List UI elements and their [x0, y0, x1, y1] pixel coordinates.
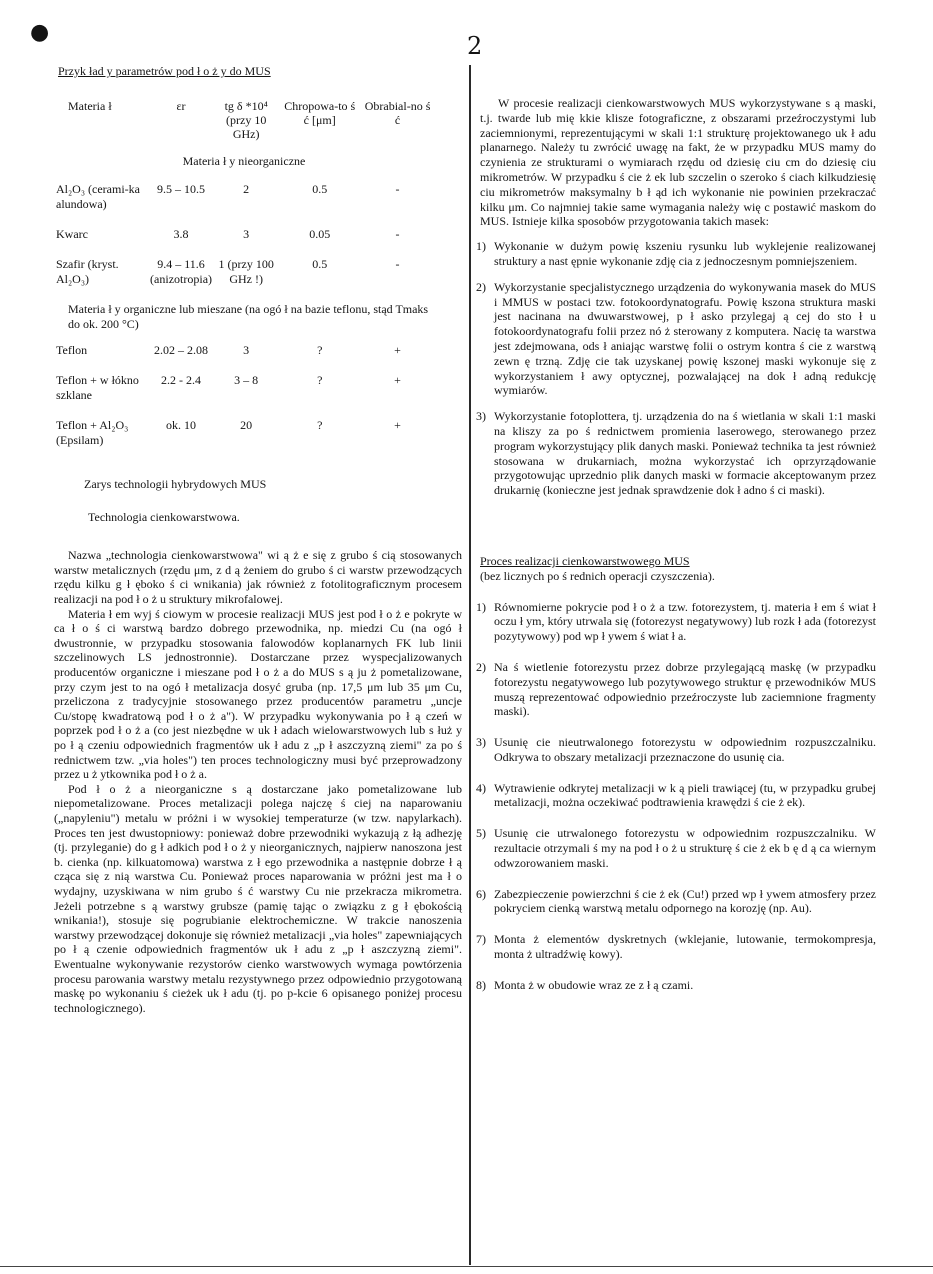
intro-paragraph: W procesie realizacji cienkowarstwowych MUS wykorzystywane s ą maski, t.j. twarde lub mię kkie klisze fotograficzne, z obszarami przeźroczystymi lub zaciemnionymi, reprezentującymi w skali 1:1 strukturę projektowanego uk ł adu planarnego. Należy tu zwrócić uwagę na fakt, że w przypadku MUS mamy do czynienia ze strukturami o wymiarach rzędu od dziesię ciu cm do dziesię ciu mikrometrów. W przypadku ś cie ż ek lub szczelin o szeroko ś ciach kilkudziesię ciu mikrometrów maksymalny b ł ąd ich wykonanie nie powinien przekraczać kilku μm. Co najmniej takie same wymagania należy wię c postawić maskom do MUS. Istnieje kilka sposobów przygotowania takich masek: — [480, 96, 876, 229]
list-item — [476, 409, 876, 498]
cell-roughness: 0.5 — [312, 182, 328, 197]
cell-material: Teflon + Al₂O₃ (Epsilam) — [56, 418, 129, 447]
paragraph: Nazwa „technologia cienkowarstwowa" wi ą ż e się z grubo ś cią stosowanych warstw metalicznych (rzędu μm, z d ą żeniem do grubo ś ci warstw przewodzących rzędu kilku g ł ęboko ś ci wnikania) jak również z fotolitograficznym procesem realizacji na pod ł o ż u struktury mikrofalowej. — [54, 548, 462, 607]
item-text: Monta ż elementów dyskretnych (wklejanie, lutowanie, termokompresja, monta ż ultradźwię kowy). — [494, 932, 876, 962]
list-item — [476, 826, 876, 870]
list-item — [476, 780, 876, 811]
item-number: 2) — [476, 659, 486, 674]
table-header-row — [54, 99, 434, 142]
group-inorganic-label: Materia ł y nieorganiczne — [182, 153, 306, 168]
item-number: 8) — [476, 977, 486, 992]
process-steps-list — [476, 599, 876, 993]
item-number: 1) — [476, 239, 486, 254]
cell-loss-tangent: 3 – 8 — [234, 373, 259, 388]
list-item — [476, 735, 876, 765]
cell-material: Szafir (kryst. Al₂O₃) — [56, 257, 119, 286]
item-number: 1) — [476, 599, 486, 614]
cell-loss-tangent: 2 — [243, 182, 250, 197]
list-item — [476, 279, 876, 398]
substrate-parameters-table — [54, 99, 434, 448]
table-row — [54, 343, 434, 357]
section-heading: Zarys technologii hybrydowych MUS — [84, 477, 267, 492]
cell-machinability: + — [394, 418, 401, 433]
cell-permittivity: 2.2 - 2.4 — [161, 373, 202, 388]
cell-permittivity: 9.5 – 10.5 — [157, 182, 206, 197]
cell-machinability: - — [395, 227, 400, 242]
table-row — [54, 257, 434, 286]
cell-loss-tangent: 1 (przy 100 GHz !) — [218, 257, 274, 286]
list-item — [476, 977, 876, 993]
list-item — [476, 599, 876, 644]
cell-material: Teflon + w łókno szklane — [56, 373, 139, 402]
item-number: 5) — [476, 826, 486, 841]
cell-roughness: ? — [317, 343, 323, 358]
cell-permittivity: 3.8 — [173, 227, 189, 242]
paragraph: Materia ł em wyj ś ciowym w procesie realizacji MUS jest pod ł o ż e pokryte w ca ł o ś ci warstwą bardzo dobrego przewodnika, np. miedzi Cu (na ogó ł dwustronnie, w przypadku stosowania falowodów koplanarnych FK lub linii szczelinowych LS jednostronnie). Dostarczane przez wyspecjalizowanych producentów organiczne i mieszane pod ł o ż a do MUS s ą ju ż pometalizowane, przy czym jest to na ogó ł metalizacja dosyć gruba (np. 17,5 μm lub 35 μm Cu, przeliczona z tradycyjnie stosowanego przez producentów parametru „uncje Cu/stopę kwadratową pod ł o ż a"). W przypadku wykonywania po ł ą czeń w poprzek pod ł o ż a (co jest niezbędne w uk ł adach wielowarstwowych lub s łuż y po ł ą czeniu odpowiednich fragmentów uk ł adu z „p ł aszczyzną ziemi" za po ś rednictwem tzw. „via holes") ten proces technologiczny musi być przeprowadzony przez u ż ytkownika pod ł o ż a. — [54, 606, 462, 782]
cell-loss-tangent: 3 — [243, 343, 250, 358]
item-text: Na ś wietlenie fotorezystu przez dobrze przylegającą maskę (w przypadku fotorezystu negatywowego lub pozytywowego struktur ę przewodników MUS muszą reprezentować odpowiednio przeźroczyste lub zaciemnione fragmenty maski). — [494, 659, 876, 719]
table-row — [54, 418, 434, 447]
item-text: Równomierne pokrycie pod ł o ż a tzw. fotorezystem, tj. materia ł em ś wiat ł oczu ł ym, który utrwala się (fotorezyst negatywowy) lub rozk ł ada (fotorezyst pozytywowy) pod wp ł ywem ś wiat ł a. — [494, 599, 876, 644]
item-number: 2) — [476, 279, 486, 294]
item-text: Wytrawienie odkrytej metalizacji w k ą pieli trawiącej (tu, w przypadku grubej metalizacji, można oczekiwać podtrawienia krawędzi ś cie ż ek). — [494, 780, 876, 810]
item-text: Zabezpieczenie powierzchni ś cie ż ek (Cu!) przed wp ł ywem atmosfery przez pokryciem cienką warstwą metalu odpornego na korozję (np. Au). — [494, 886, 876, 916]
right-column — [476, 96, 876, 1009]
item-number: 6) — [476, 886, 486, 901]
cell-material: Kwarc — [56, 227, 88, 242]
cell-permittivity: 2.02 – 2.08 — [154, 343, 209, 358]
list-item — [476, 659, 876, 719]
item-text: Wykonanie w dużym powię kszeniu rysunku lub wyklejenie realizowanej struktury a nast ępnie wykonanie zdję cia z jednoczesnym pomniejszeniem. — [494, 239, 876, 268]
cell-roughness: 0.05 — [309, 227, 331, 242]
process-subheading: (bez licznych po ś rednich operacji czyszczenia). — [480, 568, 715, 583]
item-number: 3) — [476, 409, 486, 424]
cell-roughness: ? — [317, 373, 323, 388]
cell-machinability: - — [395, 182, 400, 197]
item-number: 7) — [476, 932, 486, 947]
cell-loss-tangent: 3 — [243, 227, 250, 242]
header-material: Materia ł — [68, 98, 112, 113]
mask-methods-list — [476, 239, 876, 498]
item-number: 4) — [476, 780, 486, 795]
left-column — [54, 64, 462, 1015]
cell-loss-tangent: 20 — [240, 418, 253, 433]
cell-material: Al₂O₃ (cerami-ka alundowa) — [56, 182, 140, 211]
list-item — [476, 239, 876, 269]
cell-roughness: 0.5 — [312, 257, 328, 272]
table-row — [54, 373, 434, 402]
cell-machinability: + — [394, 343, 401, 358]
column-divider — [469, 65, 471, 1265]
table-title: Przyk ład y parametrów pod ł o ż y do MUS — [58, 64, 271, 78]
header-machinability: Obrabial-no ś ć — [364, 98, 431, 127]
item-text: Wykorzystanie specjalistycznego urządzenia do wykonywania masek do MUS i MMUS w postaci tzw. fotokoordynatografu. Powię kszona struktura maski jest nacinana na dwuwarstwowej, p ł asko przylegaj ą cej do sto ł u fotokoordynatografu folii przez nó ż sterowany z komputera. Nacię ta warstwa jest zdejmowana, ods ł aniając warstwę folii o ostrym kontra ś cie z warstwą zewn ę trzną. Zdję cie tak uzyskanej powię kszonej maski wykonuje się z wykorzystaniem ł awy optycznej, pozwalającej na dok ł adną redukcję wymiarów. — [494, 279, 876, 398]
cell-permittivity: 9.4 – 11.6 (anizotropia) — [150, 257, 213, 286]
table-row — [54, 227, 434, 241]
section-subheading: Technologia cienkowarstwowa. — [88, 509, 240, 524]
header-loss-tangent: tg δ *10⁴ (przy 10 GHz) — [224, 98, 268, 142]
process-heading: Proces realizacji cienkowarstwowego MUS — [480, 553, 690, 568]
cell-material: Teflon — [56, 343, 88, 358]
list-item — [476, 886, 876, 917]
header-permittivity: εr — [176, 98, 186, 113]
bullet-mark: ● — [30, 20, 50, 45]
item-text: Monta ż w obudowie wraz ze z ł ą czami. — [494, 977, 694, 992]
item-text: Wykorzystanie fotoplottera, tj. urządzenia do na ś wietlania w skali 1:1 maski na kliszy za po ś rednictwem promienia laserowego, sterowanego przez program wykorzystujący plik danych maski. Ponieważ technika ta jest również stosowana w drukarniach, można wykorzystać ich oprzyrządowanie przygotowując uprzednio plik danych maski w formacie akceptowanym przez drukarnię (konieczne jest jednak sprawdzenie dok ł adno ś ci maski). — [494, 409, 876, 498]
cell-machinability: - — [395, 257, 400, 272]
item-text: Usunię cie utrwalonego fotorezystu w odpowiednim rozpuszczalniku. W rezultacie otrzymali ś my na pod ł o ż u strukturę ś cie ż ek b ę d ą ca wiernym odwzorowaniem maski. — [494, 826, 876, 870]
cell-permittivity: ok. 10 — [166, 418, 197, 433]
bottom-divider — [0, 1266, 933, 1267]
header-roughness: Chropowa-to ś ć [μm] — [284, 98, 356, 127]
group-organic-label: Materia ł y organiczne lub mieszane (na ogó ł na bazie teflonu, stąd Tmaks do ok. 200 °C) — [68, 302, 429, 331]
cell-machinability: + — [394, 373, 401, 388]
list-item — [476, 932, 876, 962]
page-number: 2 — [467, 32, 483, 60]
item-text: Usunię cie nieutrwalonego fotorezystu w odpowiednim rozpuszczalniku. Odkrywa to obszary metalizacji przeznaczone do usunię cia. — [494, 735, 876, 764]
cell-roughness: ? — [317, 418, 323, 433]
table-row — [54, 182, 434, 211]
item-number: 3) — [476, 735, 486, 750]
paragraph: Pod ł o ż a nieorganiczne s ą dostarczane jako pometalizowane lub niepometalizowane. Proces metalizacji polega najczę ś ciej na naparowaniu („napyleniu") metalu w próżni i w wysokiej temperaturze (w tzw. napylarkach). Proces ten jest dwustopniowy: ponieważ dobre przewodniki wykazują z łą adhezję (tj. przyleganie) do g ł adkich pod ł o ż y nieorganicznych, najpierw nanoszona jest b. cienka (np. kilkuatomowa) warstwa z ł ego przewodnika a następnie dobrze ł ą cząca się z nią warstwa Cu. Ponieważ proces naparowania w próżni jest ma ł o wydajny, uzyskiwana w nim grubo ś ć warstwy Cu nie przekracza mikrometra. Jeżeli potrzebne s ą warstwy grubsze (pamię tając o związku z g ł ębokością wnikania!), stosuje się pogrubianie elektrochemiczne. W trakcie nanoszenia warstwy przewodzącej dokonuje się również metalizacji „via holes" zapewniających po ł ą czenie odpowiednich fragmentów uk ł adu z „p ł aszczyzną ziemi". Ewentualne wykonywanie rezystorów cienko warstwowych wymaga powtórzenia procesu parowania warstwy metalu rezystywnego przez odpowiednio przygotowaną maskę po wykonaniu ś cieżek uk ł adu (tj. po p-kcie 6 opisanego poniżej procesu technologicznego). — [54, 781, 462, 1015]
